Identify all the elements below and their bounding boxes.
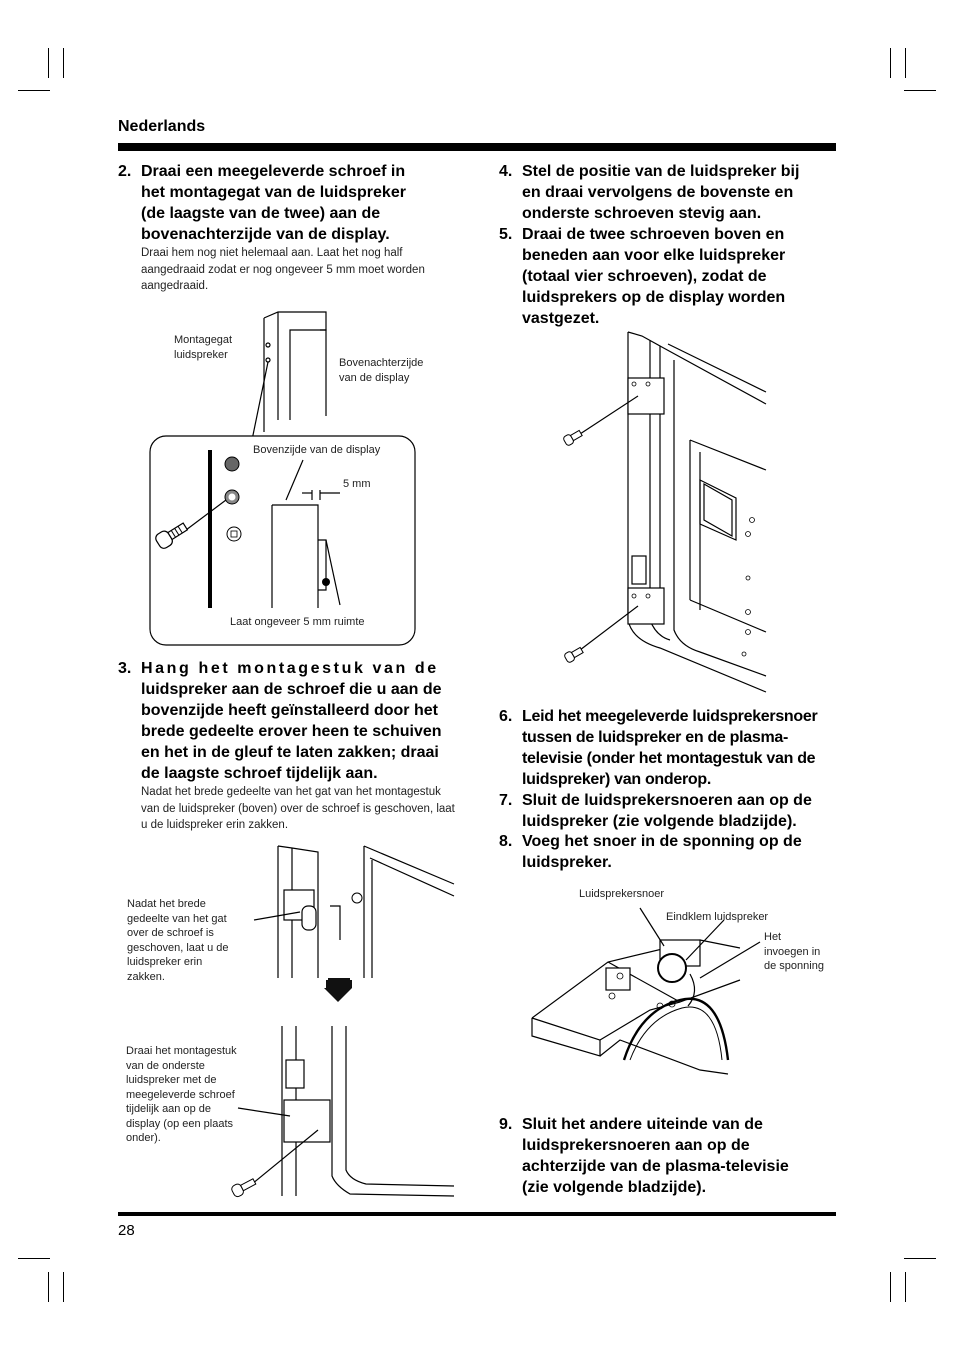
label-5mm: 5 mm xyxy=(343,478,371,490)
step-number: 2. xyxy=(118,163,132,180)
step-text xyxy=(522,1114,789,1198)
step-line: luidspreker) van onderop. xyxy=(522,771,711,788)
step-line: de laagste schroef tijdelijk aan. xyxy=(141,765,378,782)
label-display-top: Bovenzijde van de display xyxy=(253,444,381,456)
step-line: bovenzijde heeft geïnstalleerd door het xyxy=(141,702,438,719)
step-line: luidspreker aan de schroef die u aan de xyxy=(141,681,442,698)
step-line: tussen de luidspreker en de plasma- xyxy=(522,729,789,746)
step-line: luidsprekersnoeren aan op de xyxy=(522,1137,750,1154)
step-line: (zie volgende bladzijde). xyxy=(522,1179,707,1196)
step-2-note: Draai hem nog niet helemaal aan. Laat het nog half aangedraaid zodat er nog ongeveer 5 mm moet worden aangedraaid. xyxy=(141,247,425,292)
step-line: Sluit de luidsprekersnoeren aan op de xyxy=(522,792,812,809)
step-number: 5. xyxy=(499,226,513,243)
label-speaker-terminal: Eindklem luidspreker xyxy=(666,911,769,923)
step-line: Hang het montagestuk van de xyxy=(141,660,439,677)
step-line: en het in de gleuf te laten zakken; draai xyxy=(141,744,439,761)
step-line: luidspreker (zie volgende bladzijde). xyxy=(522,813,797,830)
label-tighten-lower: Draai het montagestuk van de onderste luidspreker met de meegeleverde schroef tijdelijk aan op de display (op een plaats onder). xyxy=(126,1045,237,1144)
step-line: achterzijde van de plasma-televisie xyxy=(522,1158,789,1175)
step-line: Draai een meegeleverde schroef in xyxy=(141,163,406,180)
label-slide-over: Nadat het brede gedeelte van het gat over de schroef is geschoven, laat u de luidspreker erin zakken. xyxy=(127,898,229,983)
step-line: Sluit het andere uiteinde van de xyxy=(522,1116,763,1133)
step-line: (totaal vier schroeven), zodat de xyxy=(522,268,767,285)
step-line: en draai vervolgens de bovenste en xyxy=(522,184,794,201)
step-number: 3. xyxy=(118,660,132,677)
step-number: 9. xyxy=(499,1116,513,1133)
step-3-note: Nadat het brede gedeelte van het gat van het montagestuk van de luidspreker (boven) over de schroef is geschoven, laat u de luidspreker erin zakken. xyxy=(141,786,455,831)
step-line: Stel de positie van de luidspreker bij xyxy=(522,163,800,180)
step-line: Voeg het snoer in de sponning op de xyxy=(522,833,802,850)
step-line: luidspreker. xyxy=(522,854,612,871)
step-line: onderste schroeven stevig aan. xyxy=(522,205,762,222)
label-display-back: Bovenachterzijde van de display xyxy=(339,357,424,384)
step-line: brede gedeelte erover heen te schuiven xyxy=(141,723,442,740)
step-9 xyxy=(499,1114,839,1198)
label-insert-groove: Het invoegen in de sponning xyxy=(764,931,824,972)
step-line: Leid het meegeleverde luidsprekersnoer xyxy=(522,708,818,725)
label-leave-space: Laat ongeveer 5 mm ruimte xyxy=(230,616,365,628)
label-speaker-cord: Luidsprekersnoer xyxy=(579,888,664,900)
step-line: het montagegat van de luidspreker xyxy=(141,184,406,201)
step-line: Draai de twee schroeven boven en xyxy=(522,226,785,243)
step-number: 6. xyxy=(499,708,513,725)
page-number: 28 xyxy=(118,1222,135,1239)
section-title: Nederlands xyxy=(118,118,206,135)
step-line: luidsprekers op de display worden xyxy=(522,289,786,306)
step-line: beneden aan voor elke luidspreker xyxy=(522,247,786,264)
footer-rule xyxy=(118,1212,836,1216)
step-line: televisie (onder het montagestuk van de xyxy=(522,750,816,767)
label-mounting-hole: Montagegat luidspreker xyxy=(174,334,233,361)
step-line: vastgezet. xyxy=(522,310,600,327)
step-number: 4. xyxy=(499,163,513,180)
step-line: (de laagste van de twee) aan de xyxy=(141,205,381,222)
step-number: 8. xyxy=(499,833,513,850)
step-number: 7. xyxy=(499,792,513,809)
step-line: bovenachterzijde van de display. xyxy=(141,226,390,243)
